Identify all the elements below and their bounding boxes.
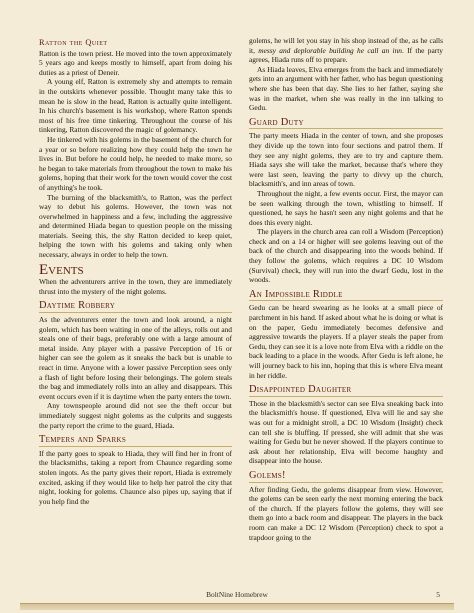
footer-bar — [20, 603, 454, 610]
ratton-heading: Ratton the Quiet — [39, 38, 108, 47]
footer-credit: BoltNine Homebrew — [206, 590, 268, 599]
tempers-paragraph: If the party goes to speak to Hiada, they will find her in front of the blacksmiths, taking a report from Chaunce regarding some stolen ingots. As the party gives their report, Hiada is extremely excited, asking if they would like to help her patrol the city that night, looking for golems. Chaunce also pipes up, saying that if you help find the — [39, 448, 232, 506]
guard-duty-heading: Guard Duty — [249, 118, 443, 130]
guard-paragraph-2: Throughout the night, a few events occur. First, the mayor can be seen walking through the town, whistling to himself. If questioned, he says he hasn't seen any night golems and that he does this every night. — [249, 188, 443, 227]
right-column — [249, 36, 443, 542]
ratton-paragraph-2: A young elf, Ratton is extremely shy and attempts to remain in the outskirts whenever possible. Thought many take this to mean he is slow in the head, Ratton is actually quite intelligent. In his church's basement is his workshop, where Ratton spends most of his free time tinkering. Throughout the course of his tinkering, Ratton discovered the magic of golemancy. — [39, 77, 232, 135]
tempers-sparks-heading: Tempers and Sparks — [39, 435, 232, 447]
page-number: 5 — [436, 590, 440, 599]
disappointed-daughter-heading: Disappointed Daughter — [249, 385, 443, 397]
daughter-paragraph: Those in the blacksmith's sector can see Elva sneaking back into the blacksmith's house. If questioned, Elva will lie and say she was out for a midnight stroll, a DC 10 Wisdom (Insight) check can tell she is bluffing. If pressed, she will admit that she was waiting for Gedu but he never showed. If the players continue to ask about her relationship, Elva will become haughty and disappear into the house. — [249, 398, 443, 466]
continued-paragraph-2: As Hiada leaves, Elva emerges from the back and immediately gets into an argument with her father, who has begun questioning where she has been that day. She lies to her father, saying she was in the market, when she was really in the inn talking to Gedu. — [249, 64, 443, 113]
daytime-paragraph-2: Any townspeople around did not see the theft occur but immediately suggest night golems as the culprits and suggests the party report the crime to the guard, Hiada. — [39, 401, 232, 430]
guard-paragraph-1: The party meets Hiada in the center of town, and she proposes they divide up the town into four sections and patrol them. If they see any night golems, they are to try and capture them. Hiada says she will take the market, because that's where they were last seen, leaving the party to divvy up the church, blacksmith's, and inn areas of town. — [249, 131, 443, 189]
riddle-paragraph: Gedu can be heard swearing as he looks at a small piece of parchment in his hand. If asked about what he is doing or what is on the paper, Gedu immediately becomes defensive and aggressive towards the players. If a player steals the paper from Gedu, they can see it is a love note from Elva with a riddle on the back leading to a place in the woods. After Gedu is left alone, he will journey back to his inn, hoping that this is where Elva meant in her riddle. — [249, 303, 443, 380]
golems-paragraph: After finding Gedu, the golems disappear from view. However, the golems can be seen early the next morning entering the back of the church. If the players follow the golems, they will see them go into a back room and disappear. The players in the back room can make a DC 12 Wisdom (Perception) check to spot a trapdoor going to the — [249, 484, 443, 542]
daytime-paragraph-1: As the adventurers enter the town and look around, a night golem, which has been waiting in one of the alleys, rolls out and steals one of their bags, preferably one with a large amount of metal inside. Any player with a passive Perception of 16 or higher can see the golem as it sneaks the back but is unable to react in time. Anyone with a lower passive Perception sees only a flash of light before losing their belongings. The golem steals the bag and immediately rolls into an alley and disappears. This event occurs even if it is daytime when the party enters the town. — [39, 315, 232, 401]
daytime-robbery-heading: Daytime Robbery — [39, 301, 232, 313]
continued-paragraph-1 — [249, 36, 443, 65]
golems-heading: Golems! — [249, 471, 443, 483]
events-paragraph: When the adventurers arrive in the town, they are immediately thrust into the mystery of the night golems. — [39, 277, 232, 296]
guard-paragraph-3: The players in the church area can roll a Wisdom (Perception) check and on a 14 or higher will see golems leaving out of the back of the church and disappearing into the woods behind. If they follow the golems, which requires a DC 10 Wisdom (Survival) check, they will run into the dwarf Gedu, lost in the woods. — [249, 227, 443, 285]
events-heading: Events — [39, 261, 84, 278]
continued-text-b: . If the party agrees, Hiada runs off to prepare. — [249, 45, 443, 65]
continued-text-emphasis: messy and deplorable building he call an inn — [258, 45, 402, 55]
impossible-riddle-heading: An Impossible Riddle — [249, 290, 443, 302]
ratton-paragraph-1: Ratton is the town priest. He moved into the town approximately 5 years ago and keeps mostly to himself, apart from doing his duties as a priest of Deneir. — [39, 48, 232, 77]
ratton-paragraph-4: The burning of the blacksmith's, to Ratton, was the perfect way to debut his golems. However, the town was not overwhelmed in happiness and a few, including the aggressive and determined Hiada began to question people on the missing materials. Seeing this, the shy Ratton decided to keep quiet, helping the town with his golems and taking only when necessary, always in order to help the town. — [39, 192, 232, 260]
left-column — [39, 38, 232, 506]
continued-text-a: golems, he will let you stay in his shop instead of the, as he calls it, — [249, 36, 443, 55]
ratton-paragraph-3: He tinkered with his golems in the basement of the church for a year or so before realizing how they could help the town he lives in. But before he could help, he needed to make more, so he began to take materials from throughout the town to make his golems, hoping that their work for the town would cover the cost of anything's he took. — [39, 134, 232, 192]
